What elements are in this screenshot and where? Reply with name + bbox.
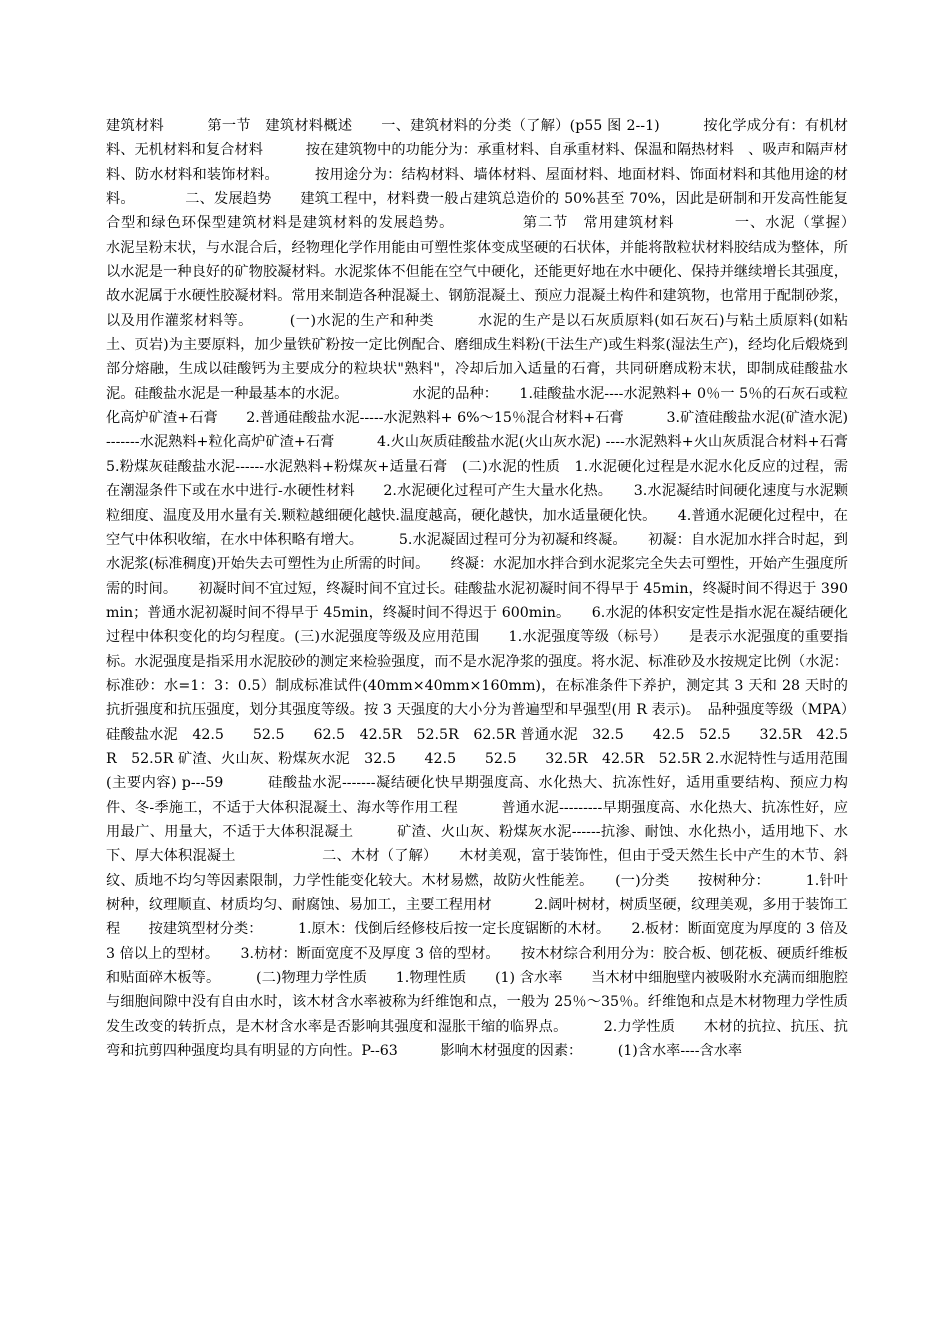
document-body-text: 建筑材料 第一节 建筑材料概述 一、建筑材料的分类（了解）(p55 图 2--1) 按化学成分有：有机材料、无机材料和复合材料 按在建筑物中的功能分为：承重材料、自承重材料、保温和隔热材料 、吸声和隔声材料、防水材料和装饰材料。 按用途分为：结构材料、墙体材料、屋面材料、地面材料、饰面材料和其他用途的材料。 二、发展趋势 建筑工程中，材料费一般占建筑总造价的 50%甚至 70%，因此是研制和开发高性能复合型和绿色环保型建筑材料是建筑材料的发展趋势。 第二节 常用建筑材料 一、水泥（掌握） 水泥呈粉末状，与水混合后，经物理化学作用能由可塑性浆体变成坚硬的石状体，并能将散粒状材料胶结成为整体，所以水泥是一种良好的矿物胶凝材料。水泥浆体不但能在空气中硬化，还能更好地在水中硬化、保持并继续增长其强度，故水泥属于水硬性胶凝材料。常用来制造各种混凝土、钢筋混凝土、预应力混凝土构件和建筑物，也常用于配制砂浆，以及用作灌浆材料等。 (一)水泥的生产和种类 水泥的生产是以石灰质原料(如石灰石)与粘土质原料(如粘土、页岩)为主要原料，加少量铁矿粉按一定比例配合、磨细成生料粉(干法生产)或生料浆(湿法生产)，经均化后煅烧到部分熔融，生成以硅酸钙为主要成分的粒块状"熟料"，冷却后加入适量的石膏，共同研磨成粉末状，即制成硅酸盐水泥。硅酸盐水泥是一种最基本的水泥。 水泥的品种： 1.硅酸盐水泥----水泥熟料+ 0％一 5％的石灰石或粒化高炉矿渣+石膏 2.普通硅酸盐水泥-----水泥熟料+ 6%～15％混合材料+石膏 3.矿渣硅酸盐水泥(矿渣水泥) -------水泥熟料+粒化高炉矿渣+石膏 4.火山灰质硅酸盐水泥(火山灰水泥) ----水泥熟料+火山灰质混合材料+石膏 5.粉煤灰硅酸盐水泥------水泥熟料+粉煤灰+适量石膏 (二)水泥的性质 1.水泥硬化过程是水泥水化反应的过程，需在潮湿条件下或在水中进行-水硬性材料 2.水泥硬化过程可产生大量水化热。 3.水泥凝结时间硬化速度与水泥颗粒细度、温度及用水量有关.颗粒越细硬化越快.温度越高，硬化越快，加水适量硬化快。 4.普通水泥硬化过程中，在空气中体积收缩，在水中体积略有增大。 5.水泥凝固过程可分为初凝和终凝。 初凝：自水泥加水拌合时起，到水泥浆(标准稠度)开始失去可塑性为止所需的时间。 终凝：水泥加水拌合到水泥浆完全失去可塑性，开始产生强度所需的时间。 初凝时间不宜过短，终凝时间不宜过长。硅酸盐水泥初凝时间不得早于 45min，终凝时间不得迟于 390min；普通水泥初凝时间不得早于 45min，终凝时间不得迟于 600min。 6.水泥的体积安定性是指水泥在凝结硬化过程中体积变化的均匀程度。(三)水泥强度等级及应用范围 1.水泥强度等级（标号） 是表示水泥强度的重要指标。水泥强度是指采用水泥胶砂的测定来检验强度，而不是水泥净浆的强度。将水泥、标准砂及水按规定比例（水泥：标准砂：水=1：3：0.5）制成标准试件(40mm×40mm×160mm)，在标准条件下养护，测定其 3 天和 28 天时的抗折强度和抗压强度，划分其强度等级。按 3 天强度的大小分为普遍型和早强型(用 R 表示)。 品种强度等级（MPA） 硅酸盐水泥 42.5 52.5 62.5 42.5R 52.5R 62.5R 普通水泥 32.5 42.5 52.5 32.5R 42.5R 52.5R 矿渣、火山灰、粉煤灰水泥 32.5 42.5 52.5 32.5R 42.5R 52.5R 2.水泥特性与适用范围(主要内容) p---59 硅酸盐水泥-------凝结硬化快早期强度高、水化热大、抗冻性好，适用重要结构、预应力构件、冬-季施工，不适于大体积混凝土、海水等作用工程 普通水泥---------早期强度高、水化热大、抗冻性好，应用最广、用量大，不适于大体积混凝土 矿渣、火山灰、粉煤灰水泥------抗渗、耐蚀、水化热小，适用地下、水下、厚大体积混凝土 二、木材（了解） 木材美观，富于装饰性，但由于受天然生长中产生的木节、斜纹、质地不均匀等因素限制，力学性能变化较大。木材易燃，故防火性能差。 (一)分类 按树种分： 1.针叶树种，纹理顺直、材质均匀、耐腐蚀、易加工，主要工程用材 2.阔叶树材，树质坚硬，纹理美观，多用于装饰工程 按建筑型材分类： 1.原木：伐倒后经修枝后按一定长度锯断的木材。 2.板材：断面宽度为厚度的 3 倍及 3 倍以上的型材。 3.枋材：断面宽度不及厚度 3 倍的型材。 按木材综合利用分为：胶合板、刨花板、硬质纤维板和贴面碎木板等。 (二)物理力学性质 1.物理性质 (1) 含水率 当木材中细胞壁内被吸附水充满而细胞腔与细胞间隙中没有自由水时，该木材含水率被称为纤维饱和点，一般为 25％～35％。纤维饱和点是木材物理力学性质发生改变的转折点，是木材含水率是否影响其强度和湿胀干缩的临界点。 2.力学性质 木材的抗拉、抗压、抗弯和抗剪四种强度均具有明显的方向性。P--63 影响木材强度的因素： (1)含水率----含水率 — [106, 118, 891, 1060]
